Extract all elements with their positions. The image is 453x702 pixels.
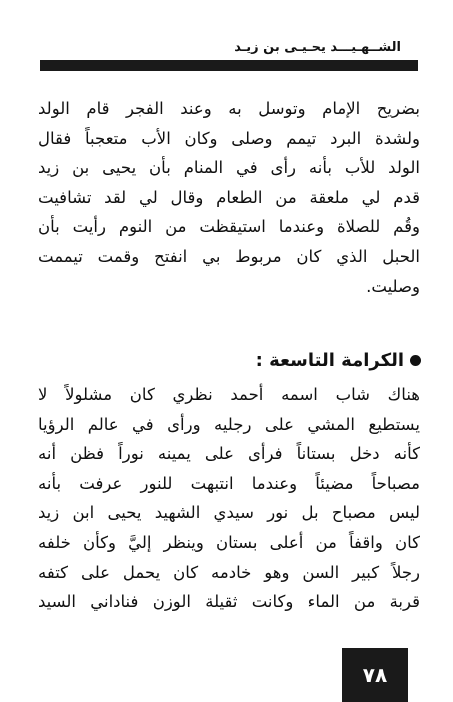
header-rule [40, 60, 418, 71]
paragraph-2 [38, 380, 420, 617]
bullet-icon [410, 355, 421, 366]
text-line: بضريح الإمام وتوسل به وعند الفجر قام الولد [38, 99, 420, 118]
text-line: وصليت. [366, 276, 420, 296]
text-line: قربة من الماء وكانت ثقيلة الوزن فناداني السيد [38, 592, 420, 612]
section-heading [256, 350, 421, 371]
page-number [342, 648, 408, 702]
running-header-title: الشــهـيـــد يحـيـى بن زيـد [234, 40, 401, 55]
text-line: ليس مصباح بل نور سيدي الشهيد يحيى ابن زيد [38, 503, 420, 523]
text-line: هناك شاب اسمه أحمد نظري كان مشلولاً لا [38, 385, 420, 404]
text-line: الحبل الذي كان مربوط بي انفتح وقمت تيممت [38, 246, 420, 266]
text-line: كان واقفاً من أعلى بستان وينظر إليَّ وكأن خلفه [38, 532, 420, 552]
text-line: كأنه دخل بستاناً فرأى على يمينه نوراً فظن أنه [38, 444, 420, 464]
text-line: وقُم للصلاة وعندما استيقظت من النوم رأيت بأن [38, 217, 420, 237]
text-line: قدم لي ملعقة من الطعام وقال لي لقد تشافيت [38, 187, 420, 207]
section-heading-text: الكرامة التاسعة : [255, 350, 404, 371]
page-number-text: ٧٨ [362, 663, 388, 687]
text-line: الولد للأب بأنه رأى في المنام بأن يحيى بن زيد [38, 158, 420, 178]
text-line: ولشدة البرد تيمم وصلى وكان الأب متعجباً فقال [38, 128, 420, 148]
text-line: مصباحاً مضيئاً وعندما انتبهت للنور عرفت بأنه [38, 473, 420, 493]
text-line: يستطيع المشي على رجليه ورأى في عالم الرؤيا [38, 414, 420, 434]
text-line: رجلاً كبير السن وهو خادمه كان يحمل على كتفه [38, 562, 420, 582]
paragraph-1 [38, 94, 420, 301]
